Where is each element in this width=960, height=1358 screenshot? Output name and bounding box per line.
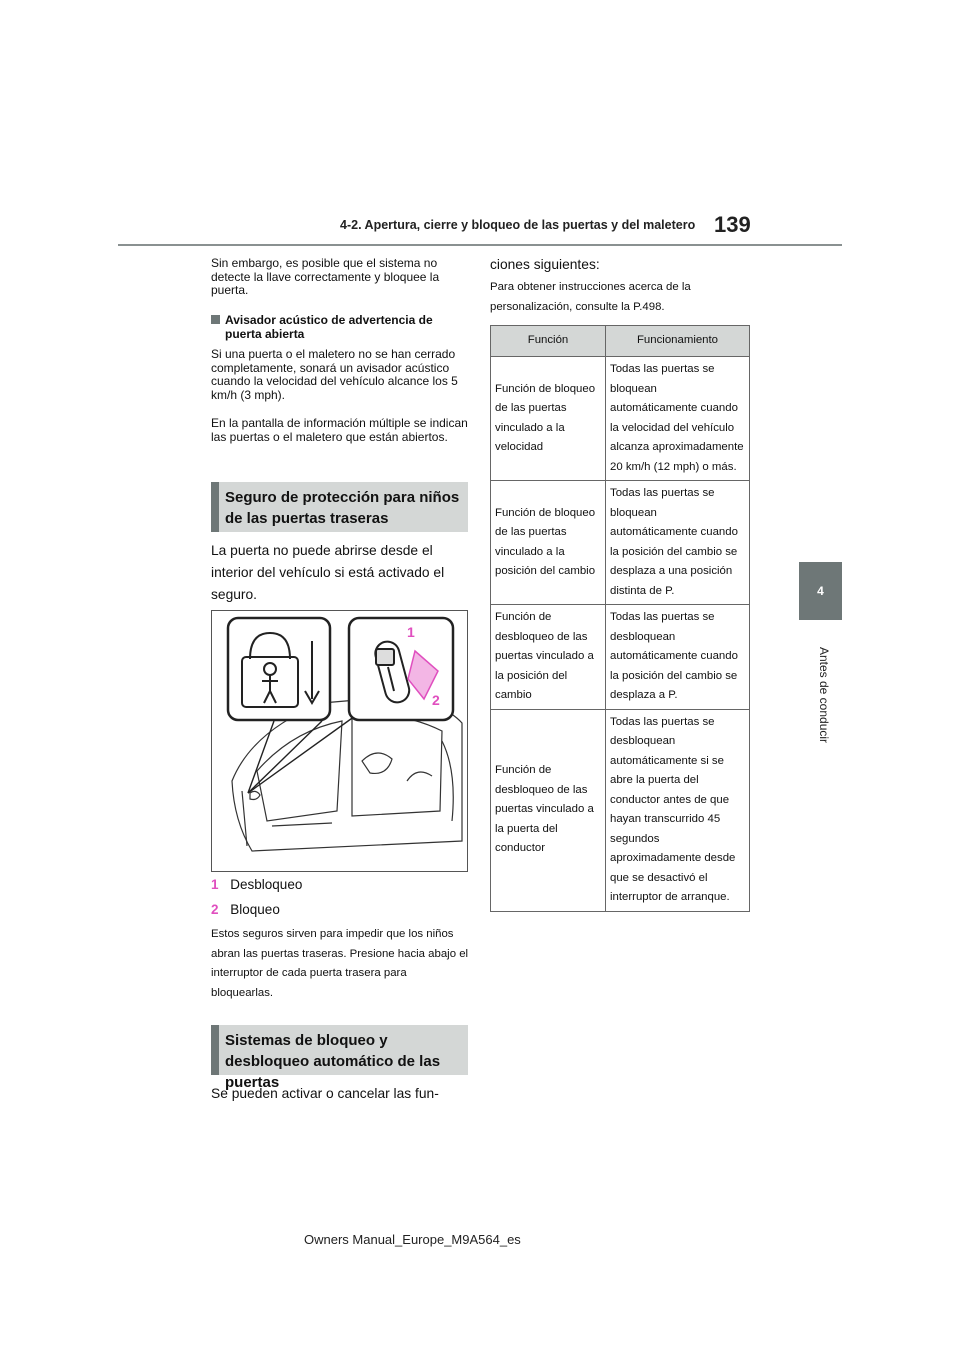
table-header-cell: Funcionamiento: [606, 326, 750, 357]
bullet-heading: Avisador acústico de advertencia de puerta abierta: [225, 313, 433, 341]
intro-paragraph: Sin embargo, es posible que el sistema no detecte la llave correctamente y bloquee la puerta.: [211, 256, 440, 297]
legend-text: Desbloqueo: [230, 877, 303, 892]
child-lock-illustration: [211, 610, 468, 872]
section-accent-bar: [211, 482, 219, 532]
section-heading-child-lock: [211, 482, 468, 532]
header-divider: [118, 244, 842, 246]
car-door-drawing: [212, 611, 467, 871]
footer-text: Owners Manual_Europe_M9A564_es: [304, 1232, 521, 1247]
legend-number: 1: [211, 877, 219, 892]
table-row: [491, 605, 750, 710]
auto-lock-paragraph: Se pueden activar o cancelar las fun-: [211, 1086, 439, 1101]
table-cell-operation: Todas las puertas se bloquean automáticamente cuando la velocidad del vehículo alcanza aproximadamente 20 km/h (12 mph) o más.: [606, 357, 750, 481]
legend-item-unlock: [211, 877, 302, 892]
chapter-label: [812, 628, 832, 768]
section-header-title: 4-2. Apertura, cierre y bloqueo de las puertas y del maletero: [340, 218, 696, 232]
section-heading-text: Seguro de protección para niños de las puertas traseras: [225, 489, 460, 527]
legend-item-lock: [211, 902, 280, 917]
bullet-paragraph-1: Si una puerta o el maletero no se han cerrado completamente, sonará un avisador acústico cuando la velocidad del vehículo alcance los 5 km/h (3 mph).: [211, 347, 458, 402]
table-header-cell: Función: [491, 326, 606, 357]
table-cell-function: Función de desbloqueo de las puertas vinculado a la posición del cambio: [491, 605, 606, 710]
table-row: [491, 357, 750, 481]
table-row: [491, 481, 750, 605]
square-bullet-icon: [211, 315, 220, 324]
section-accent-bar: [211, 1025, 219, 1075]
chapter-label-text: Antes de conducir: [817, 646, 831, 744]
legend-number: 2: [211, 902, 219, 917]
page-number: 139: [714, 212, 751, 237]
bullet-heading-block: [211, 313, 469, 341]
table-cell-operation: Todas las puertas se bloquean automáticamente cuando la posición del cambio se desplaza a una posición distinta de P.: [606, 481, 750, 605]
table-cell-function: Función de bloqueo de las puertas vinculado a la posición del cambio: [491, 481, 606, 605]
illustration-label-2: 2: [432, 692, 440, 708]
table-cell-function: Función de desbloqueo de las puertas vinculado a la puerta del conductor: [491, 709, 606, 911]
child-lock-paragraph: La puerta no puede abrirse desde el interior del vehículo si está activado el seguro.: [211, 543, 445, 602]
continuation-text: ciones siguientes:: [490, 257, 600, 272]
table-cell-operation: Todas las puertas se desbloquean automáticamente cuando la posición del cambio se desplaza a P.: [606, 605, 750, 710]
section-heading-text: Sistemas de bloqueo y desbloqueo automático de las puertas: [225, 1032, 441, 1091]
table-row: [491, 709, 750, 911]
function-table: [490, 325, 750, 912]
child-lock-note: Estos seguros sirven para impedir que los niños abran las puertas traseras. Presione hacia abajo el interruptor de cada puerta trasera para bloquearlas.: [211, 928, 469, 999]
table-cell-operation: Todas las puertas se desbloquean automáticamente si se abre la puerta del conductor antes de que hayan transcurrido 45 segundos aproximadamente desde que se desactivó el interruptor de arranque.: [606, 709, 750, 911]
illustration-label-1: 1: [407, 624, 415, 640]
table-header-row: [491, 326, 750, 357]
section-heading-auto-lock: [211, 1025, 468, 1091]
chapter-tab: 4: [799, 562, 842, 620]
table-cell-function: Función de bloqueo de las puertas vinculado a la velocidad: [491, 357, 606, 481]
bullet-paragraph-2: En la pantalla de información múltiple se indican las puertas o el maletero que están abiertos.: [211, 416, 468, 444]
legend-text: Bloqueo: [230, 902, 280, 917]
customization-instruction: Para obtener instrucciones acerca de la personalización, consulte la P.498.: [490, 281, 691, 313]
